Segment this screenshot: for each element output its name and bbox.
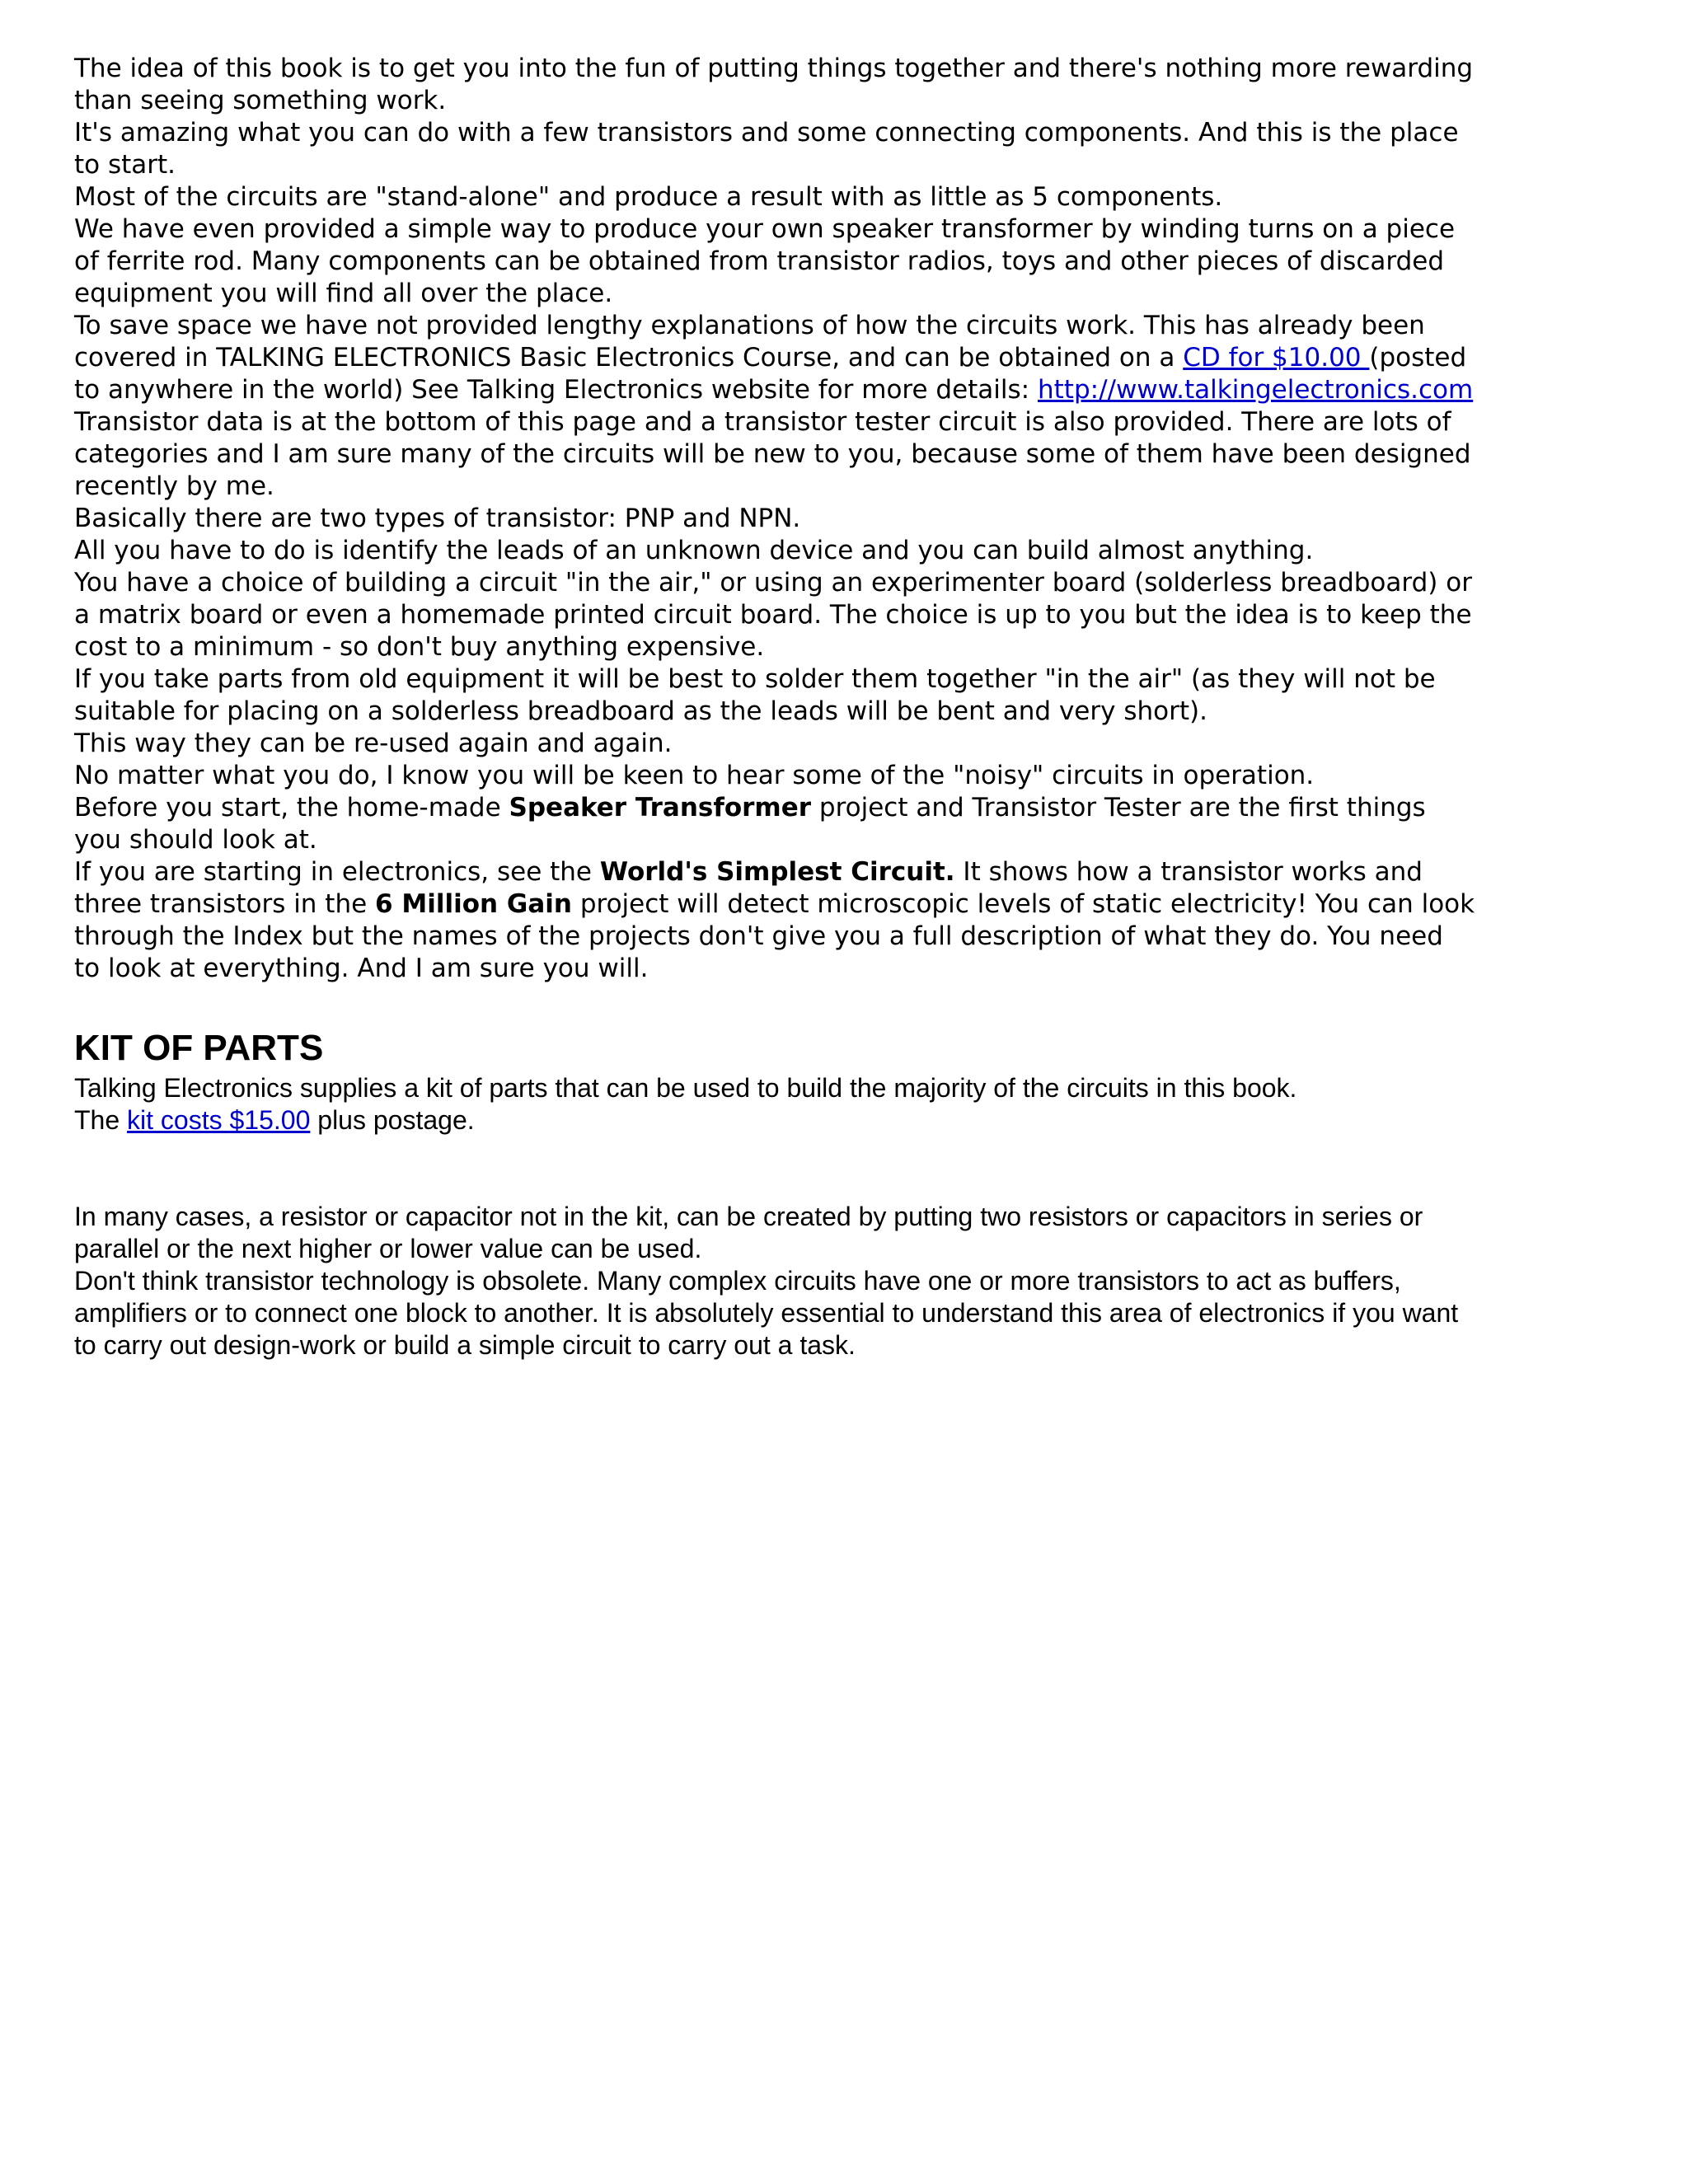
worlds-simplest-circuit-bold: World's Simplest Circuit. xyxy=(599,857,955,887)
intro-paragraph-10: If you take parts from old equipment it will be best to solder them together "in the air" (as they will not be suitable for placing on a solderless breadboard as the leads will be bent and very short). xyxy=(74,664,1436,726)
section-spacer xyxy=(74,1137,1475,1201)
intro-paragraph-1: The idea of this book is to get you into the fun of putting things together and there's nothing more rewarding than seeing something work. xyxy=(74,54,1474,115)
kit-of-parts-heading: KIT OF PARTS xyxy=(74,1028,324,1068)
kit-line-2-text-a: The xyxy=(74,1105,128,1135)
intro-paragraph-2: It's amazing what you can do with a few transistors and some connecting components. And this is the place to start. xyxy=(74,118,1459,180)
intro-paragraph-3: Most of the circuits are "stand-alone" and produce a result with as little as 5 components. xyxy=(74,182,1223,212)
kit-of-parts-section xyxy=(74,1028,1475,1361)
intro-paragraph-5 xyxy=(74,310,1475,406)
intro-paragraph-12: No matter what you do, I know you will be keen to hear some of the "noisy" circuits in operation. xyxy=(74,761,1315,790)
kit-paragraph-3: Don't think transistor technology is obsolete. Many complex circuits have one or more transistors to act as buffers, amplifiers or to connect one block to another. It is absolutely essential to understand this area of electronics if you want to carry out design-work or build a simple circuit to carry out a task. xyxy=(74,1266,1459,1360)
kit-line-2-text-b: plus postage. xyxy=(310,1105,475,1135)
intro-paragraph-13-text-b: project and Transistor Tester are the first things you should look at. xyxy=(74,793,1426,855)
speaker-transformer-bold: Speaker Transformer xyxy=(509,793,812,823)
six-million-gain-bold: 6 Million Gain xyxy=(375,889,572,919)
intro-paragraph-13 xyxy=(74,792,1475,856)
kit-paragraph-2: In many cases, a resistor or capacitor not in the kit, can be created by putting two resistors or capacitors in series or parallel or the next higher or lower value can be used. xyxy=(74,1202,1423,1263)
intro-paragraph-8: All you have to do is identify the leads of an unknown device and you can build almost anything. xyxy=(74,536,1314,565)
intro-paragraph-14-text-b: It shows how a transistor works and three transistors in the xyxy=(74,857,1423,919)
website-link[interactable]: http://www.talkingelectronics.com xyxy=(1037,375,1474,405)
intro-paragraph-14-text-c: project will detect microscopic levels of static electricity! You can look through the Index but the names of the projects don't give you a full description of what they do. You need to look at everything. And I am sure you will. xyxy=(74,889,1475,983)
intro-paragraph-7: Basically there are two types of transistor: PNP and NPN. xyxy=(74,504,801,533)
intro-paragraph-5-text-a: To save space we have not provided lengthy explanations of how the circuits work. This has already been covered in TALKING ELECTRONICS Basic Electronics Course, and can be obtained on a xyxy=(74,311,1425,373)
kit-price-link[interactable]: kit costs $15.00 xyxy=(127,1105,311,1135)
cd-price-link[interactable]: CD for $10.00 xyxy=(1183,343,1370,373)
intro-paragraph-6: Transistor data is at the bottom of this page and a transistor tester circuit is also provided. There are lots of categories and I am sure many of the circuits will be new to you, because some of them have been designed recently by me. xyxy=(74,407,1471,501)
intro-paragraph-14-text-a: If you are starting in electronics, see the xyxy=(74,857,600,887)
intro-paragraph-5-text-b: (posted to anywhere in the world) See Talking Electronics website for more details: xyxy=(74,343,1467,405)
intro-paragraph-4: We have even provided a simple way to produce your own speaker transformer by winding turns on a piece of ferrite rod. Many components can be obtained from transistor radios, toys and other pieces of discarded equipment you will find all over the place. xyxy=(74,214,1456,308)
intro-section xyxy=(74,53,1475,985)
kit-line-1: Talking Electronics supplies a kit of parts that can be used to build the majority of the circuits in this book. xyxy=(74,1073,1297,1103)
kit-line-2 xyxy=(74,1104,1475,1137)
document-page xyxy=(74,53,1475,1361)
intro-paragraph-9: You have a choice of building a circuit "in the air," or using an experimenter board (solderless breadboard) or a matrix board or even a homemade printed circuit board. The choice is up to you but the idea is to keep the cost to a minimum - so don't buy anything expensive. xyxy=(74,568,1472,662)
intro-paragraph-14 xyxy=(74,856,1475,985)
intro-paragraph-11: This way they can be re-used again and again. xyxy=(74,729,673,758)
intro-paragraph-13-text-a: Before you start, the home-made xyxy=(74,793,509,823)
